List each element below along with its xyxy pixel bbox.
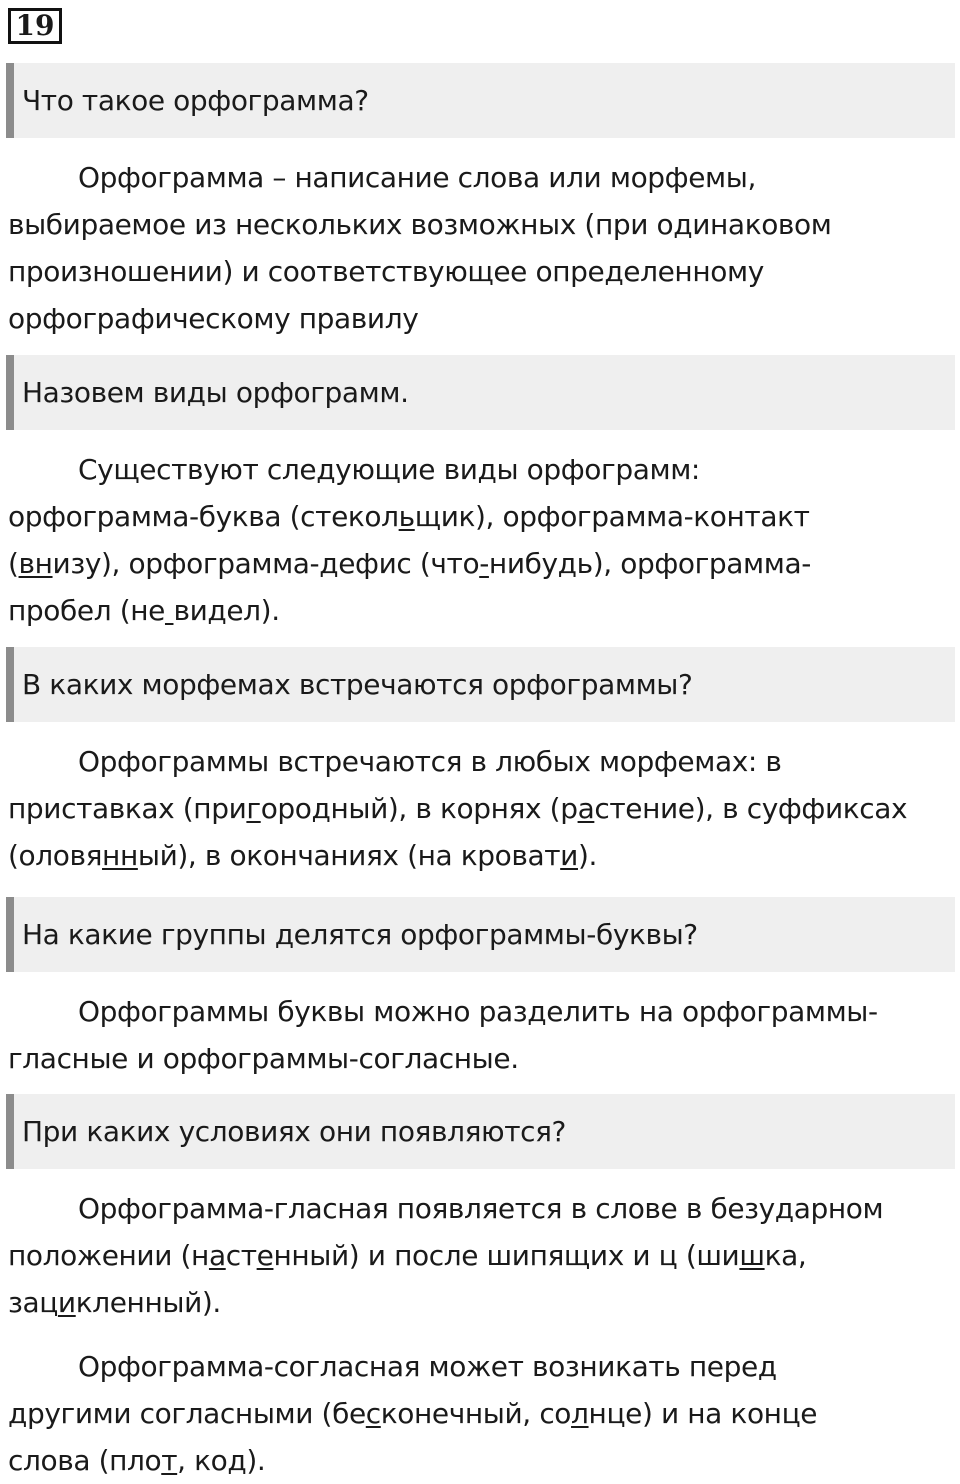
exercise-number: 19 <box>8 8 62 44</box>
answer-5 <box>8 1185 948 1326</box>
answer-3-line-2: приставках (пригородный), в корнях (растение), в суффиксах <box>8 792 908 825</box>
answer-2-line-1: Существуют следующие виды орфограмм: <box>78 453 700 486</box>
answer-5b <box>8 1343 948 1484</box>
answer-5b-line-2: другими согласными (бесконечный, солнце) и на конце <box>8 1397 818 1430</box>
answer-4-line-1: Орфограммы буквы можно разделить на орфограммы- <box>78 995 878 1028</box>
answer-1-line-2: выбираемое из нескольких возможных (при одинаковом <box>8 208 832 241</box>
answer-5-line-3: зацикленный). <box>8 1286 221 1319</box>
answer-5b-line-1: Орфограмма-согласная может возникать перед <box>78 1350 777 1383</box>
question-5: При каких условиях они появляются? <box>6 1094 955 1169</box>
answer-5-line-2: положении (настенный) и после шипящих и ц (шишка, <box>8 1239 807 1272</box>
answer-1-line-3: произношении) и соответствующее определенному <box>8 255 764 288</box>
question-4: На какие группы делятся орфограммы-буквы? <box>6 897 955 972</box>
answer-2-line-4: пробел (не видел). <box>8 594 280 627</box>
question-1: Что такое орфограмма? <box>6 63 955 138</box>
question-2: Назовем виды орфограмм. <box>6 355 955 430</box>
answer-3-line-3: (оловянный), в окончаниях (на кровати). <box>8 839 598 872</box>
answer-4-line-2: гласные и орфограммы-согласные. <box>8 1042 519 1075</box>
answer-1-line-1: Орфограмма – написание слова или морфемы, <box>78 161 756 194</box>
answer-5-line-1: Орфограмма-гласная появляется в слове в безударном <box>78 1192 884 1225</box>
answer-3 <box>8 738 948 879</box>
answer-2-line-2: орфограмма-буква (стекольщик), орфограмма-контакт <box>8 500 810 533</box>
answer-1 <box>8 154 948 342</box>
answer-4 <box>8 988 948 1082</box>
answer-1-line-4: орфографическому правилу <box>8 302 419 335</box>
answer-2-line-3: (внизу), орфограмма-дефис (что-нибудь), орфограмма- <box>8 547 811 580</box>
answer-2 <box>8 446 948 634</box>
answer-3-line-1: Орфограммы встречаются в любых морфемах: в <box>78 745 782 778</box>
question-3: В каких морфемах встречаются орфограммы? <box>6 647 955 722</box>
answer-5b-line-3: слова (плот, код). <box>8 1444 266 1477</box>
